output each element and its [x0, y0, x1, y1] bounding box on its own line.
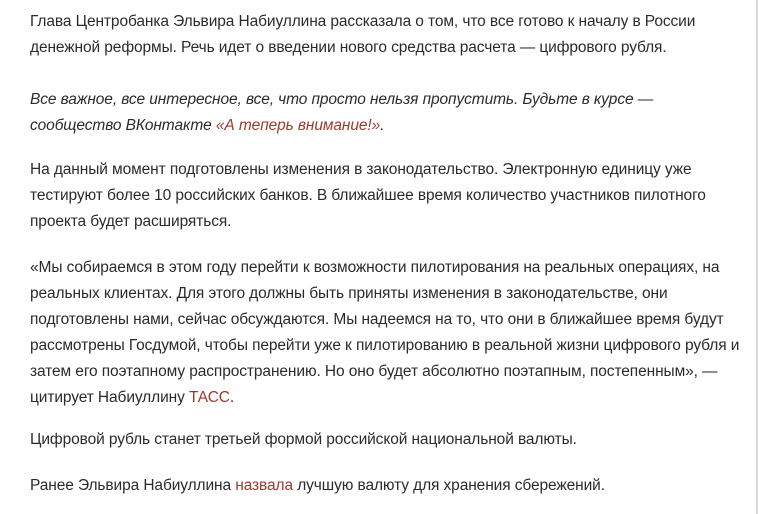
paragraph-quote	[30, 255, 752, 411]
promo-text: Все важное, все интересное, все, что просто нельзя пропустить. Будьте в курсе — сообщество ВКонтакте	[30, 91, 654, 134]
quote-period: .	[229, 389, 235, 406]
related-text-before: Ранее Эльвира Набиуллина	[30, 477, 236, 494]
related-text-after: лучшую валюту для хранения сбережений.	[293, 477, 605, 494]
named-link[interactable]: назвала	[235, 477, 293, 494]
paragraph-third-form: Цифровой рубль станет третьей формой российской национальной валюты.	[30, 431, 577, 448]
vk-community-link[interactable]: «А теперь внимание!»	[215, 117, 381, 134]
paragraph-legislation: На данный момент подготовлены изменения в законодательство. Электронную единицу уже тестируют более 10 российских банков. В ближайшее время количество участников пилотного проекта будет расширяться.	[30, 161, 706, 230]
paragraph-promo	[30, 87, 745, 139]
paragraph-intro: Глава Центробанка Эльвира Набиуллина рассказала о том, что все готово к началу в России денежной реформы. Речь идет о введении нового средства расчета — цифрового рубля.	[30, 13, 696, 56]
quote-text: «Мы собираемся в этом году перейти к возможности пилотирования на реальных операциях, на реальных клиентах. Для этого должны быть приняты изменения в законодательстве, они подготовлены нами, сейчас обсуждаются. Мы надеемся на то, что они в ближайшее время будут рассмотрены Госдумой, чтобы перейти уже к пилотированию в реальной жизни цифрового рубля и затем его поэтапному распространению. Но оно будет абсолютно поэтапным, постепенным», — цитирует Набиуллину	[30, 259, 740, 406]
promo-period: .	[380, 117, 385, 134]
paragraph-related	[30, 473, 745, 499]
tass-link[interactable]: ТАСС	[188, 389, 230, 406]
